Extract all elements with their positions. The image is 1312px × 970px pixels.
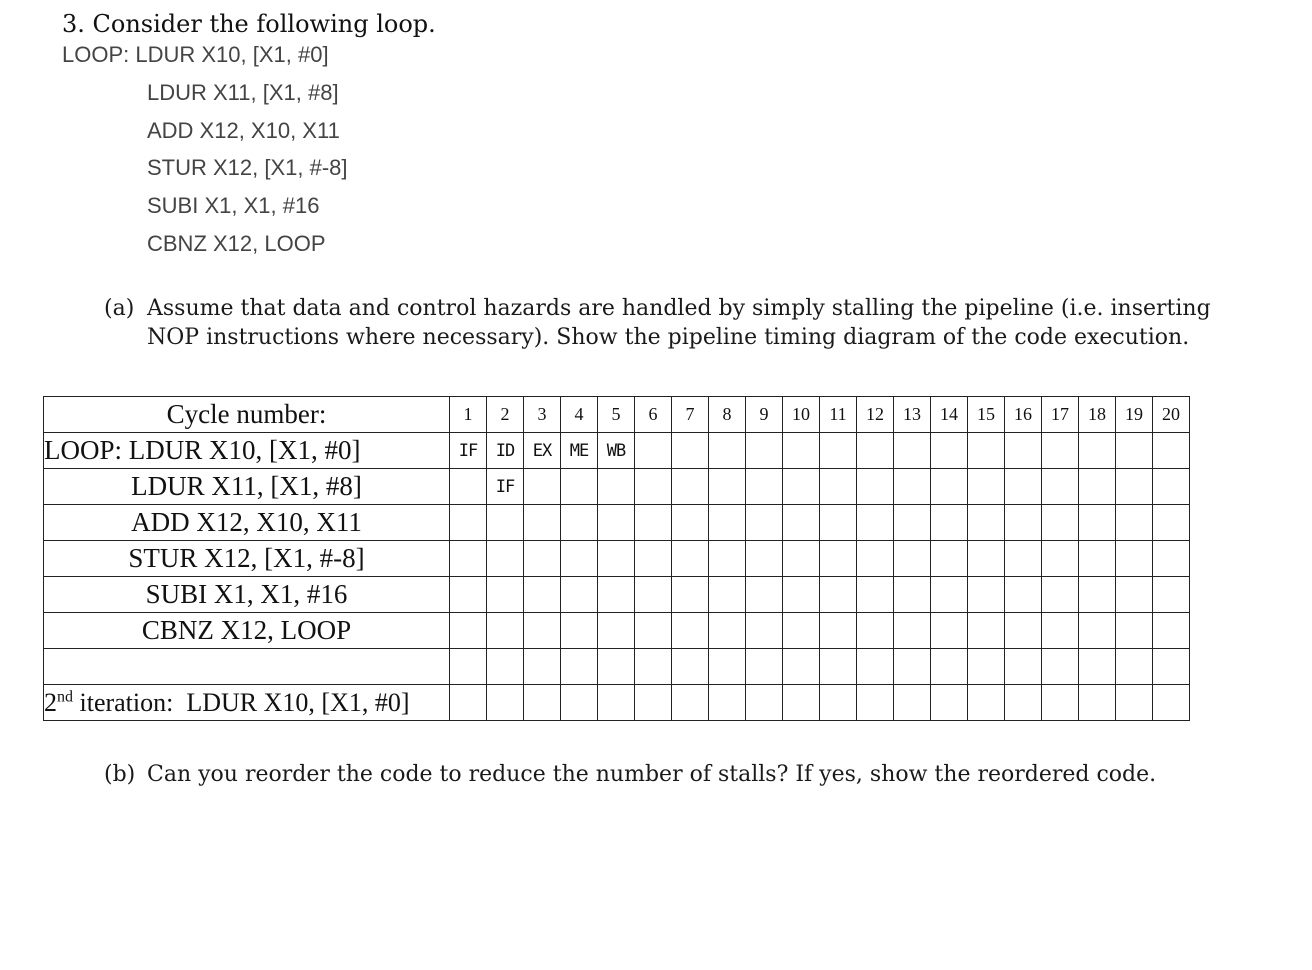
code-line: LDUR X11, [X1, #8] xyxy=(147,80,339,105)
cycle-number-cell: 18 xyxy=(1079,397,1116,433)
table-row xyxy=(44,577,1190,613)
stage-cell[interactable] xyxy=(931,577,968,613)
stage-cell[interactable] xyxy=(672,469,709,505)
stage-cell[interactable] xyxy=(820,433,857,469)
stage-cell[interactable] xyxy=(635,541,672,577)
cycle-number-cell: 4 xyxy=(561,397,598,433)
instruction-cell: ADD X12, X10, X11 xyxy=(44,505,450,541)
instruction-cell: CBNZ X12, LOOP xyxy=(44,613,450,649)
cycle-number-cell: 11 xyxy=(820,397,857,433)
stage-cell[interactable] xyxy=(1079,433,1116,469)
stage-cell[interactable] xyxy=(968,505,1005,541)
stage-cell[interactable] xyxy=(561,685,598,721)
stage-cell[interactable] xyxy=(524,541,561,577)
code-line: SUBI X1, X1, #16 xyxy=(147,193,320,218)
code-line: CBNZ X12, LOOP xyxy=(147,231,326,256)
stage-cell[interactable] xyxy=(931,685,968,721)
stage-cell[interactable] xyxy=(857,685,894,721)
stage-cell[interactable] xyxy=(1153,685,1190,721)
stage-cell[interactable] xyxy=(1153,505,1190,541)
table-row-second-iteration xyxy=(44,685,1190,721)
stage-cell[interactable] xyxy=(1005,577,1042,613)
part-b-label: (b) xyxy=(104,762,136,787)
stage-cell[interactable] xyxy=(1042,649,1079,685)
stage-cell[interactable] xyxy=(820,613,857,649)
stage-cell[interactable] xyxy=(524,577,561,613)
stage-cell[interactable] xyxy=(746,685,783,721)
stage-cell[interactable] xyxy=(857,469,894,505)
stage-cell[interactable] xyxy=(524,469,561,505)
second-iteration-cell xyxy=(44,685,450,721)
cycle-number-cell: 12 xyxy=(857,397,894,433)
cycle-number-cell: 10 xyxy=(783,397,820,433)
stage-cell[interactable] xyxy=(783,541,820,577)
stage-cell[interactable] xyxy=(709,649,746,685)
part-a-text-line-2: NOP instructions where necessary). Show the pipeline timing diagram of the code execution. xyxy=(147,325,1190,350)
stage-cell[interactable] xyxy=(820,649,857,685)
table-row xyxy=(44,649,1190,685)
stage-cell[interactable]: IF xyxy=(487,469,524,505)
stage-cell[interactable] xyxy=(450,613,487,649)
stage-cell[interactable] xyxy=(487,649,524,685)
instruction-cell: LOOP: LDUR X10, [X1, #0] xyxy=(44,433,450,469)
stage-cell[interactable] xyxy=(1079,505,1116,541)
cycle-number-cell: 20 xyxy=(1153,397,1190,433)
cycle-number-cell: 5 xyxy=(598,397,635,433)
stage-cell[interactable]: ME xyxy=(561,433,598,469)
stage-cell[interactable] xyxy=(672,505,709,541)
stage-cell[interactable] xyxy=(968,433,1005,469)
stage-cell[interactable] xyxy=(931,649,968,685)
stage-cell[interactable] xyxy=(1005,613,1042,649)
stage-cell[interactable] xyxy=(857,613,894,649)
stage-cell[interactable] xyxy=(709,541,746,577)
stage-cell[interactable] xyxy=(1116,433,1153,469)
stage-cell[interactable] xyxy=(1042,433,1079,469)
stage-cell[interactable] xyxy=(1079,541,1116,577)
stage-cell[interactable] xyxy=(561,649,598,685)
stage-cell[interactable] xyxy=(931,505,968,541)
stage-cell[interactable] xyxy=(635,433,672,469)
stage-cell[interactable] xyxy=(1153,649,1190,685)
stage-cell[interactable] xyxy=(1079,649,1116,685)
stage-cell[interactable] xyxy=(524,649,561,685)
stage-cell[interactable] xyxy=(1042,505,1079,541)
stage-cell[interactable] xyxy=(1005,541,1042,577)
stage-cell[interactable] xyxy=(598,541,635,577)
stage-cell[interactable] xyxy=(820,577,857,613)
stage-cell[interactable] xyxy=(1005,685,1042,721)
stage-cell[interactable] xyxy=(709,469,746,505)
stage-cell[interactable] xyxy=(1116,577,1153,613)
stage-cell[interactable] xyxy=(672,433,709,469)
stage-cell[interactable] xyxy=(746,613,783,649)
stage-cell[interactable] xyxy=(968,541,1005,577)
instruction-cell: SUBI X1, X1, #16 xyxy=(44,577,450,613)
stage-cell[interactable] xyxy=(783,649,820,685)
cycle-number-cell: 14 xyxy=(931,397,968,433)
stage-cell[interactable] xyxy=(1116,541,1153,577)
cycle-number-cell: 8 xyxy=(709,397,746,433)
stage-cell[interactable] xyxy=(1153,577,1190,613)
cycle-number-cell: 6 xyxy=(635,397,672,433)
stage-cell[interactable] xyxy=(1153,433,1190,469)
stage-cell[interactable] xyxy=(487,685,524,721)
part-a-label: (a) xyxy=(104,296,135,321)
instruction-cell: STUR X12, [X1, #-8] xyxy=(44,541,450,577)
code-line: STUR X12, [X1, #-8] xyxy=(147,155,348,180)
stage-cell[interactable] xyxy=(598,469,635,505)
stage-cell[interactable] xyxy=(968,469,1005,505)
stage-cell[interactable] xyxy=(635,685,672,721)
stage-cell[interactable] xyxy=(524,613,561,649)
cycle-number-cell: 16 xyxy=(1005,397,1042,433)
stage-cell[interactable] xyxy=(894,613,931,649)
stage-cell[interactable] xyxy=(450,649,487,685)
stage-cell[interactable] xyxy=(1005,469,1042,505)
stage-cell[interactable] xyxy=(1116,613,1153,649)
stage-cell[interactable] xyxy=(598,613,635,649)
stage-cell[interactable] xyxy=(783,577,820,613)
stage-cell[interactable] xyxy=(857,433,894,469)
stage-cell[interactable] xyxy=(746,433,783,469)
stage-cell[interactable] xyxy=(598,685,635,721)
second-iteration-text: iteration: LDUR X10, [X1, #0] xyxy=(73,687,410,717)
second-iteration-ordinal: 2 xyxy=(44,687,57,717)
pipeline-timing-table xyxy=(43,396,1190,721)
stage-cell[interactable] xyxy=(746,577,783,613)
stage-cell[interactable] xyxy=(968,685,1005,721)
cycle-number-cell: 7 xyxy=(672,397,709,433)
stage-cell[interactable] xyxy=(1079,577,1116,613)
second-iteration-ordinal-suffix: nd xyxy=(57,687,73,705)
stage-cell[interactable] xyxy=(450,541,487,577)
instruction-cell: LDUR X11, [X1, #8] xyxy=(44,469,450,505)
stage-cell[interactable] xyxy=(709,577,746,613)
stage-cell[interactable] xyxy=(894,541,931,577)
cycle-number-header: Cycle number: xyxy=(44,397,450,433)
stage-cell[interactable]: EX xyxy=(524,433,561,469)
stage-cell[interactable]: WB xyxy=(598,433,635,469)
stage-cell[interactable] xyxy=(820,505,857,541)
stage-cell[interactable] xyxy=(1153,469,1190,505)
code-line-loop-label: LOOP: LDUR X10, [X1, #0] xyxy=(62,42,329,67)
stage-cell[interactable] xyxy=(598,505,635,541)
stage-cell[interactable] xyxy=(931,541,968,577)
stage-cell[interactable] xyxy=(561,577,598,613)
stage-cell[interactable] xyxy=(487,577,524,613)
stage-cell[interactable] xyxy=(783,685,820,721)
table-row xyxy=(44,433,1190,469)
stage-cell[interactable] xyxy=(450,685,487,721)
stage-cell[interactable] xyxy=(1079,685,1116,721)
stage-cell[interactable] xyxy=(857,649,894,685)
stage-cell[interactable] xyxy=(561,469,598,505)
stage-cell[interactable] xyxy=(746,649,783,685)
table-row xyxy=(44,469,1190,505)
stage-cell[interactable] xyxy=(931,469,968,505)
stage-cell[interactable] xyxy=(968,577,1005,613)
stage-cell[interactable] xyxy=(1153,541,1190,577)
cycle-number-cell: 2 xyxy=(487,397,524,433)
stage-cell[interactable] xyxy=(561,505,598,541)
stage-cell[interactable] xyxy=(1153,613,1190,649)
stage-cell[interactable] xyxy=(1116,505,1153,541)
table-row xyxy=(44,613,1190,649)
stage-cell[interactable] xyxy=(1005,433,1042,469)
stage-cell[interactable] xyxy=(968,649,1005,685)
stage-cell[interactable]: ID xyxy=(487,433,524,469)
stage-cell[interactable] xyxy=(635,649,672,685)
stage-cell[interactable] xyxy=(1079,613,1116,649)
stage-cell[interactable] xyxy=(783,469,820,505)
stage-cell[interactable] xyxy=(783,433,820,469)
code-line: ADD X12, X10, X11 xyxy=(147,118,340,143)
stage-cell[interactable]: IF xyxy=(450,433,487,469)
stage-cell[interactable] xyxy=(672,541,709,577)
cycle-number-cell: 1 xyxy=(450,397,487,433)
part-b-text: Can you reorder the code to reduce the number of stalls? If yes, show the reordered code. xyxy=(147,762,1157,787)
stage-cell[interactable] xyxy=(783,505,820,541)
stage-cell[interactable] xyxy=(1116,649,1153,685)
cycle-number-cell: 17 xyxy=(1042,397,1079,433)
stage-cell[interactable] xyxy=(931,433,968,469)
stage-cell[interactable] xyxy=(746,505,783,541)
cycle-number-cell: 15 xyxy=(968,397,1005,433)
stage-cell[interactable] xyxy=(709,613,746,649)
stage-cell[interactable] xyxy=(820,685,857,721)
stage-cell[interactable] xyxy=(820,541,857,577)
stage-cell[interactable] xyxy=(1042,685,1079,721)
table-header-row xyxy=(44,397,1190,433)
stage-cell[interactable] xyxy=(1042,469,1079,505)
stage-cell[interactable] xyxy=(487,613,524,649)
stage-cell[interactable] xyxy=(1042,613,1079,649)
stage-cell[interactable] xyxy=(894,505,931,541)
stage-cell[interactable] xyxy=(931,613,968,649)
instruction-cell xyxy=(44,649,450,685)
stage-cell[interactable] xyxy=(968,613,1005,649)
stage-cell[interactable] xyxy=(672,649,709,685)
stage-cell[interactable] xyxy=(709,505,746,541)
stage-cell[interactable] xyxy=(894,433,931,469)
stage-cell[interactable] xyxy=(524,685,561,721)
stage-cell[interactable] xyxy=(561,613,598,649)
part-a-text-line-1: Assume that data and control hazards are handled by simply stalling the pipeline (i.e. inserting xyxy=(147,296,1211,321)
stage-cell[interactable] xyxy=(524,505,561,541)
stage-cell[interactable] xyxy=(1005,649,1042,685)
stage-cell[interactable] xyxy=(487,541,524,577)
table-row xyxy=(44,541,1190,577)
stage-cell[interactable] xyxy=(672,577,709,613)
cycle-number-cell: 9 xyxy=(746,397,783,433)
stage-cell[interactable] xyxy=(1079,469,1116,505)
stage-cell[interactable] xyxy=(487,505,524,541)
stage-cell[interactable] xyxy=(1116,469,1153,505)
stage-cell[interactable] xyxy=(635,469,672,505)
cycle-number-cell: 13 xyxy=(894,397,931,433)
stage-cell[interactable] xyxy=(635,613,672,649)
stage-cell[interactable] xyxy=(820,469,857,505)
stage-cell[interactable] xyxy=(857,541,894,577)
stage-cell[interactable] xyxy=(1042,577,1079,613)
stage-cell[interactable] xyxy=(1042,541,1079,577)
stage-cell[interactable] xyxy=(450,505,487,541)
stage-cell[interactable] xyxy=(561,541,598,577)
stage-cell[interactable] xyxy=(894,685,931,721)
stage-cell[interactable] xyxy=(894,649,931,685)
stage-cell[interactable] xyxy=(709,433,746,469)
stage-cell[interactable] xyxy=(1005,505,1042,541)
stage-cell[interactable] xyxy=(746,469,783,505)
cycle-number-cell: 3 xyxy=(524,397,561,433)
stage-cell[interactable] xyxy=(894,469,931,505)
stage-cell[interactable] xyxy=(857,505,894,541)
stage-cell[interactable] xyxy=(709,685,746,721)
stage-cell[interactable] xyxy=(635,505,672,541)
stage-cell[interactable] xyxy=(746,541,783,577)
stage-cell[interactable] xyxy=(450,577,487,613)
stage-cell[interactable] xyxy=(598,577,635,613)
stage-cell[interactable] xyxy=(635,577,672,613)
stage-cell[interactable] xyxy=(783,613,820,649)
question-title: 3. Consider the following loop. xyxy=(62,10,436,38)
cycle-number-cell: 19 xyxy=(1116,397,1153,433)
stage-cell[interactable] xyxy=(1116,685,1153,721)
stage-cell[interactable] xyxy=(450,469,487,505)
table-row xyxy=(44,505,1190,541)
stage-cell[interactable] xyxy=(672,613,709,649)
stage-cell[interactable] xyxy=(672,685,709,721)
stage-cell[interactable] xyxy=(598,649,635,685)
stage-cell[interactable] xyxy=(894,577,931,613)
stage-cell[interactable] xyxy=(857,577,894,613)
